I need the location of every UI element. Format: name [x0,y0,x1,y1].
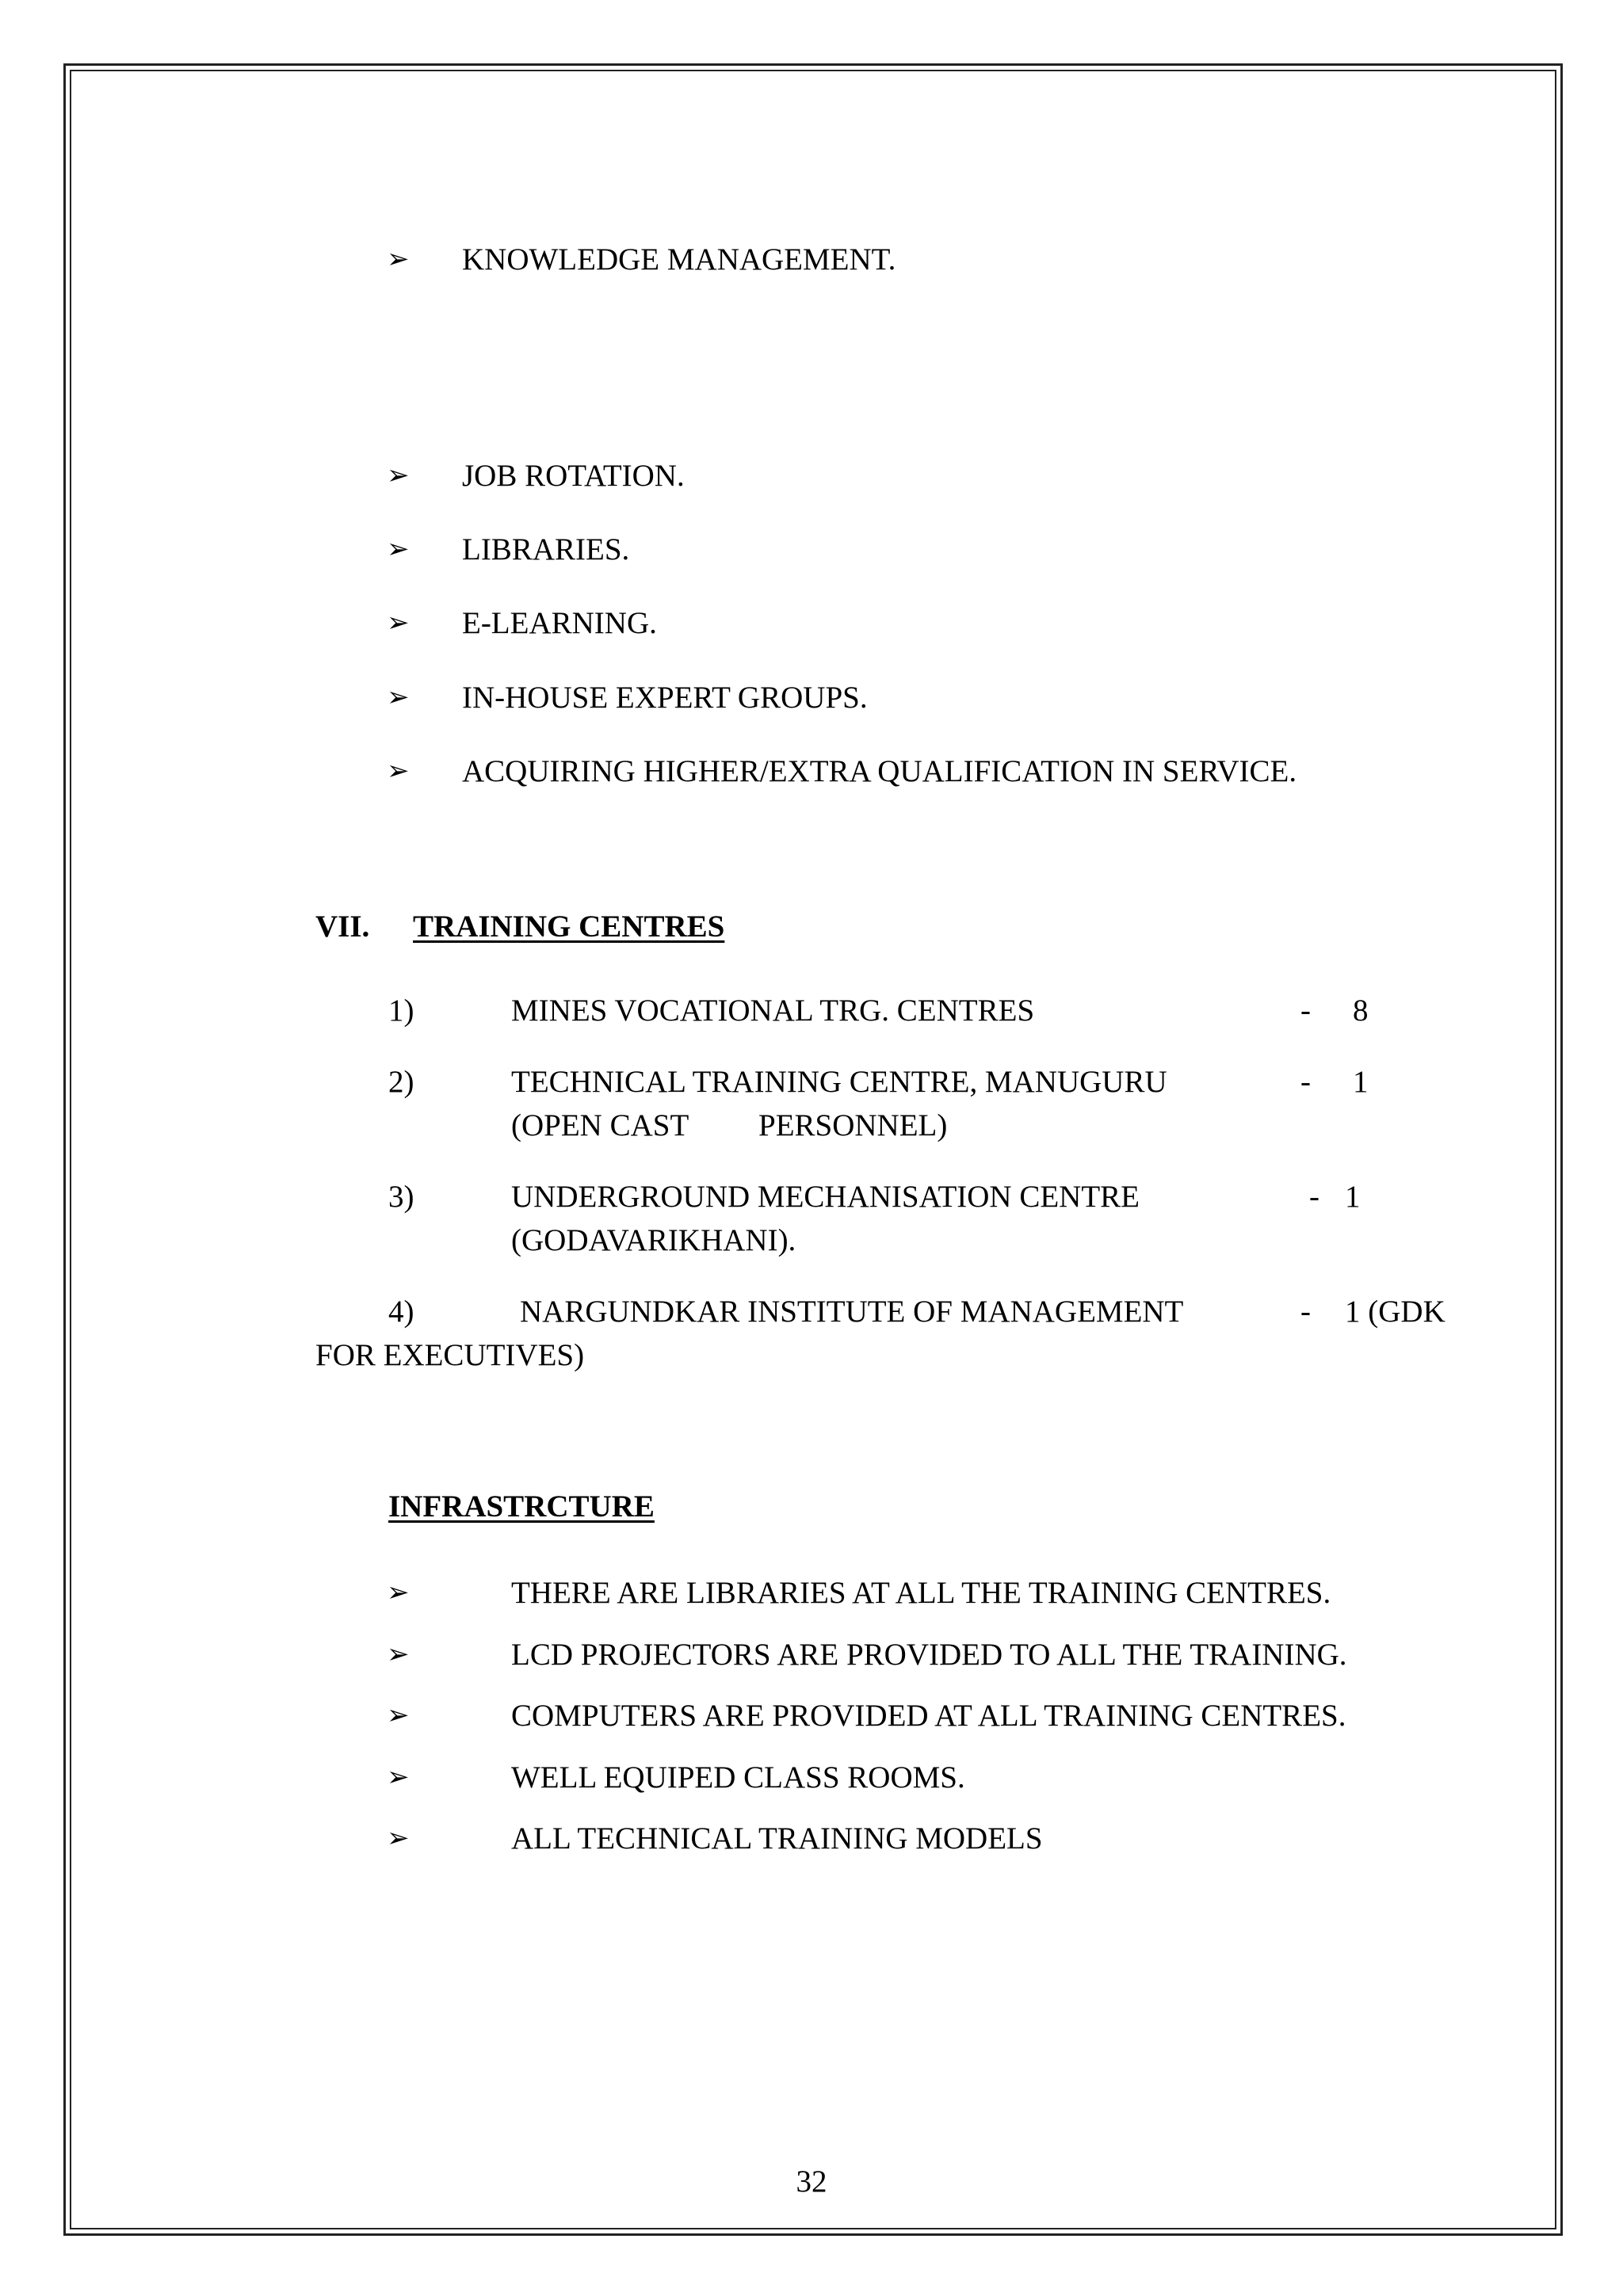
arrow-bullet-icon: ➢ [387,460,410,491]
item-number: 4) [388,1295,414,1329]
bullet-text: IN-HOUSE EXPERT GROUPS. [462,681,868,715]
centre-count: 8 [1353,994,1369,1028]
bullet-text: JOB ROTATION. [462,459,685,493]
bullet-text: KNOWLEDGE MANAGEMENT. [462,242,896,277]
centre-dash: - [1300,1065,1311,1099]
centre-name: MINES VOCATIONAL TRG. CENTRES [511,994,1035,1028]
item-number: 3) [388,1180,414,1214]
centre-name: NARGUNDKAR INSTITUTE OF MANAGEMENT [520,1295,1184,1329]
bullet-text: COMPUTERS ARE PROVIDED AT ALL TRAINING CENTRES. [511,1699,1346,1733]
centre-name: UNDERGROUND MECHANISATION CENTRE [511,1180,1140,1214]
arrow-bullet-icon: ➢ [387,1699,410,1731]
item-number: 2) [388,1065,414,1099]
centre-subtitle: (OPEN CAST [511,1108,689,1142]
bullet-text: LCD PROJECTORS ARE PROVIDED TO ALL THE TRAINING. [511,1638,1347,1672]
arrow-bullet-icon: ➢ [387,533,410,565]
arrow-bullet-icon: ➢ [387,1761,410,1793]
item-number: 1) [388,994,414,1028]
bullet-text: LIBRARIES. [462,532,630,566]
centre-name: TECHNICAL TRAINING CENTRE, MANUGURU [511,1065,1167,1099]
page-number: 32 [796,2164,827,2199]
bullet-text: E-LEARNING. [462,606,657,640]
arrow-bullet-icon: ➢ [387,1577,410,1608]
arrow-bullet-icon: ➢ [387,1638,410,1670]
centre-count: 1 (GDK [1345,1295,1445,1329]
centre-count: 1 [1353,1065,1369,1099]
bullet-text: THERE ARE LIBRARIES AT ALL THE TRAINING CENTRES. [511,1576,1331,1610]
arrow-bullet-icon: ➢ [387,681,410,713]
arrow-bullet-icon: ➢ [387,755,410,787]
infrastructure-heading: INFRASTRCTURE [388,1489,655,1524]
bullet-text: WELL EQUIPED CLASS ROOMS. [511,1760,965,1794]
centre-dash: - [1300,994,1311,1028]
centre-dash: - [1300,1295,1311,1329]
centre-subtitle: FOR EXECUTIVES) [315,1338,585,1372]
arrow-bullet-icon: ➢ [387,243,410,275]
centre-dash: - [1309,1180,1319,1214]
section-title: TRAINING CENTRES [413,910,725,944]
centre-subtitle: PERSONNEL) [758,1108,948,1142]
arrow-bullet-icon: ➢ [387,607,410,639]
page-border-inner [70,70,1556,2229]
arrow-bullet-icon: ➢ [387,1822,410,1854]
section-number: VII. [315,910,370,944]
bullet-text: ALL TECHNICAL TRAINING MODELS [511,1821,1043,1855]
centre-count: 1 [1345,1180,1361,1214]
centre-subtitle: (GODAVARIKHANI). [511,1223,796,1257]
bullet-text: ACQUIRING HIGHER/EXTRA QUALIFICATION IN SERVICE. [462,754,1297,788]
